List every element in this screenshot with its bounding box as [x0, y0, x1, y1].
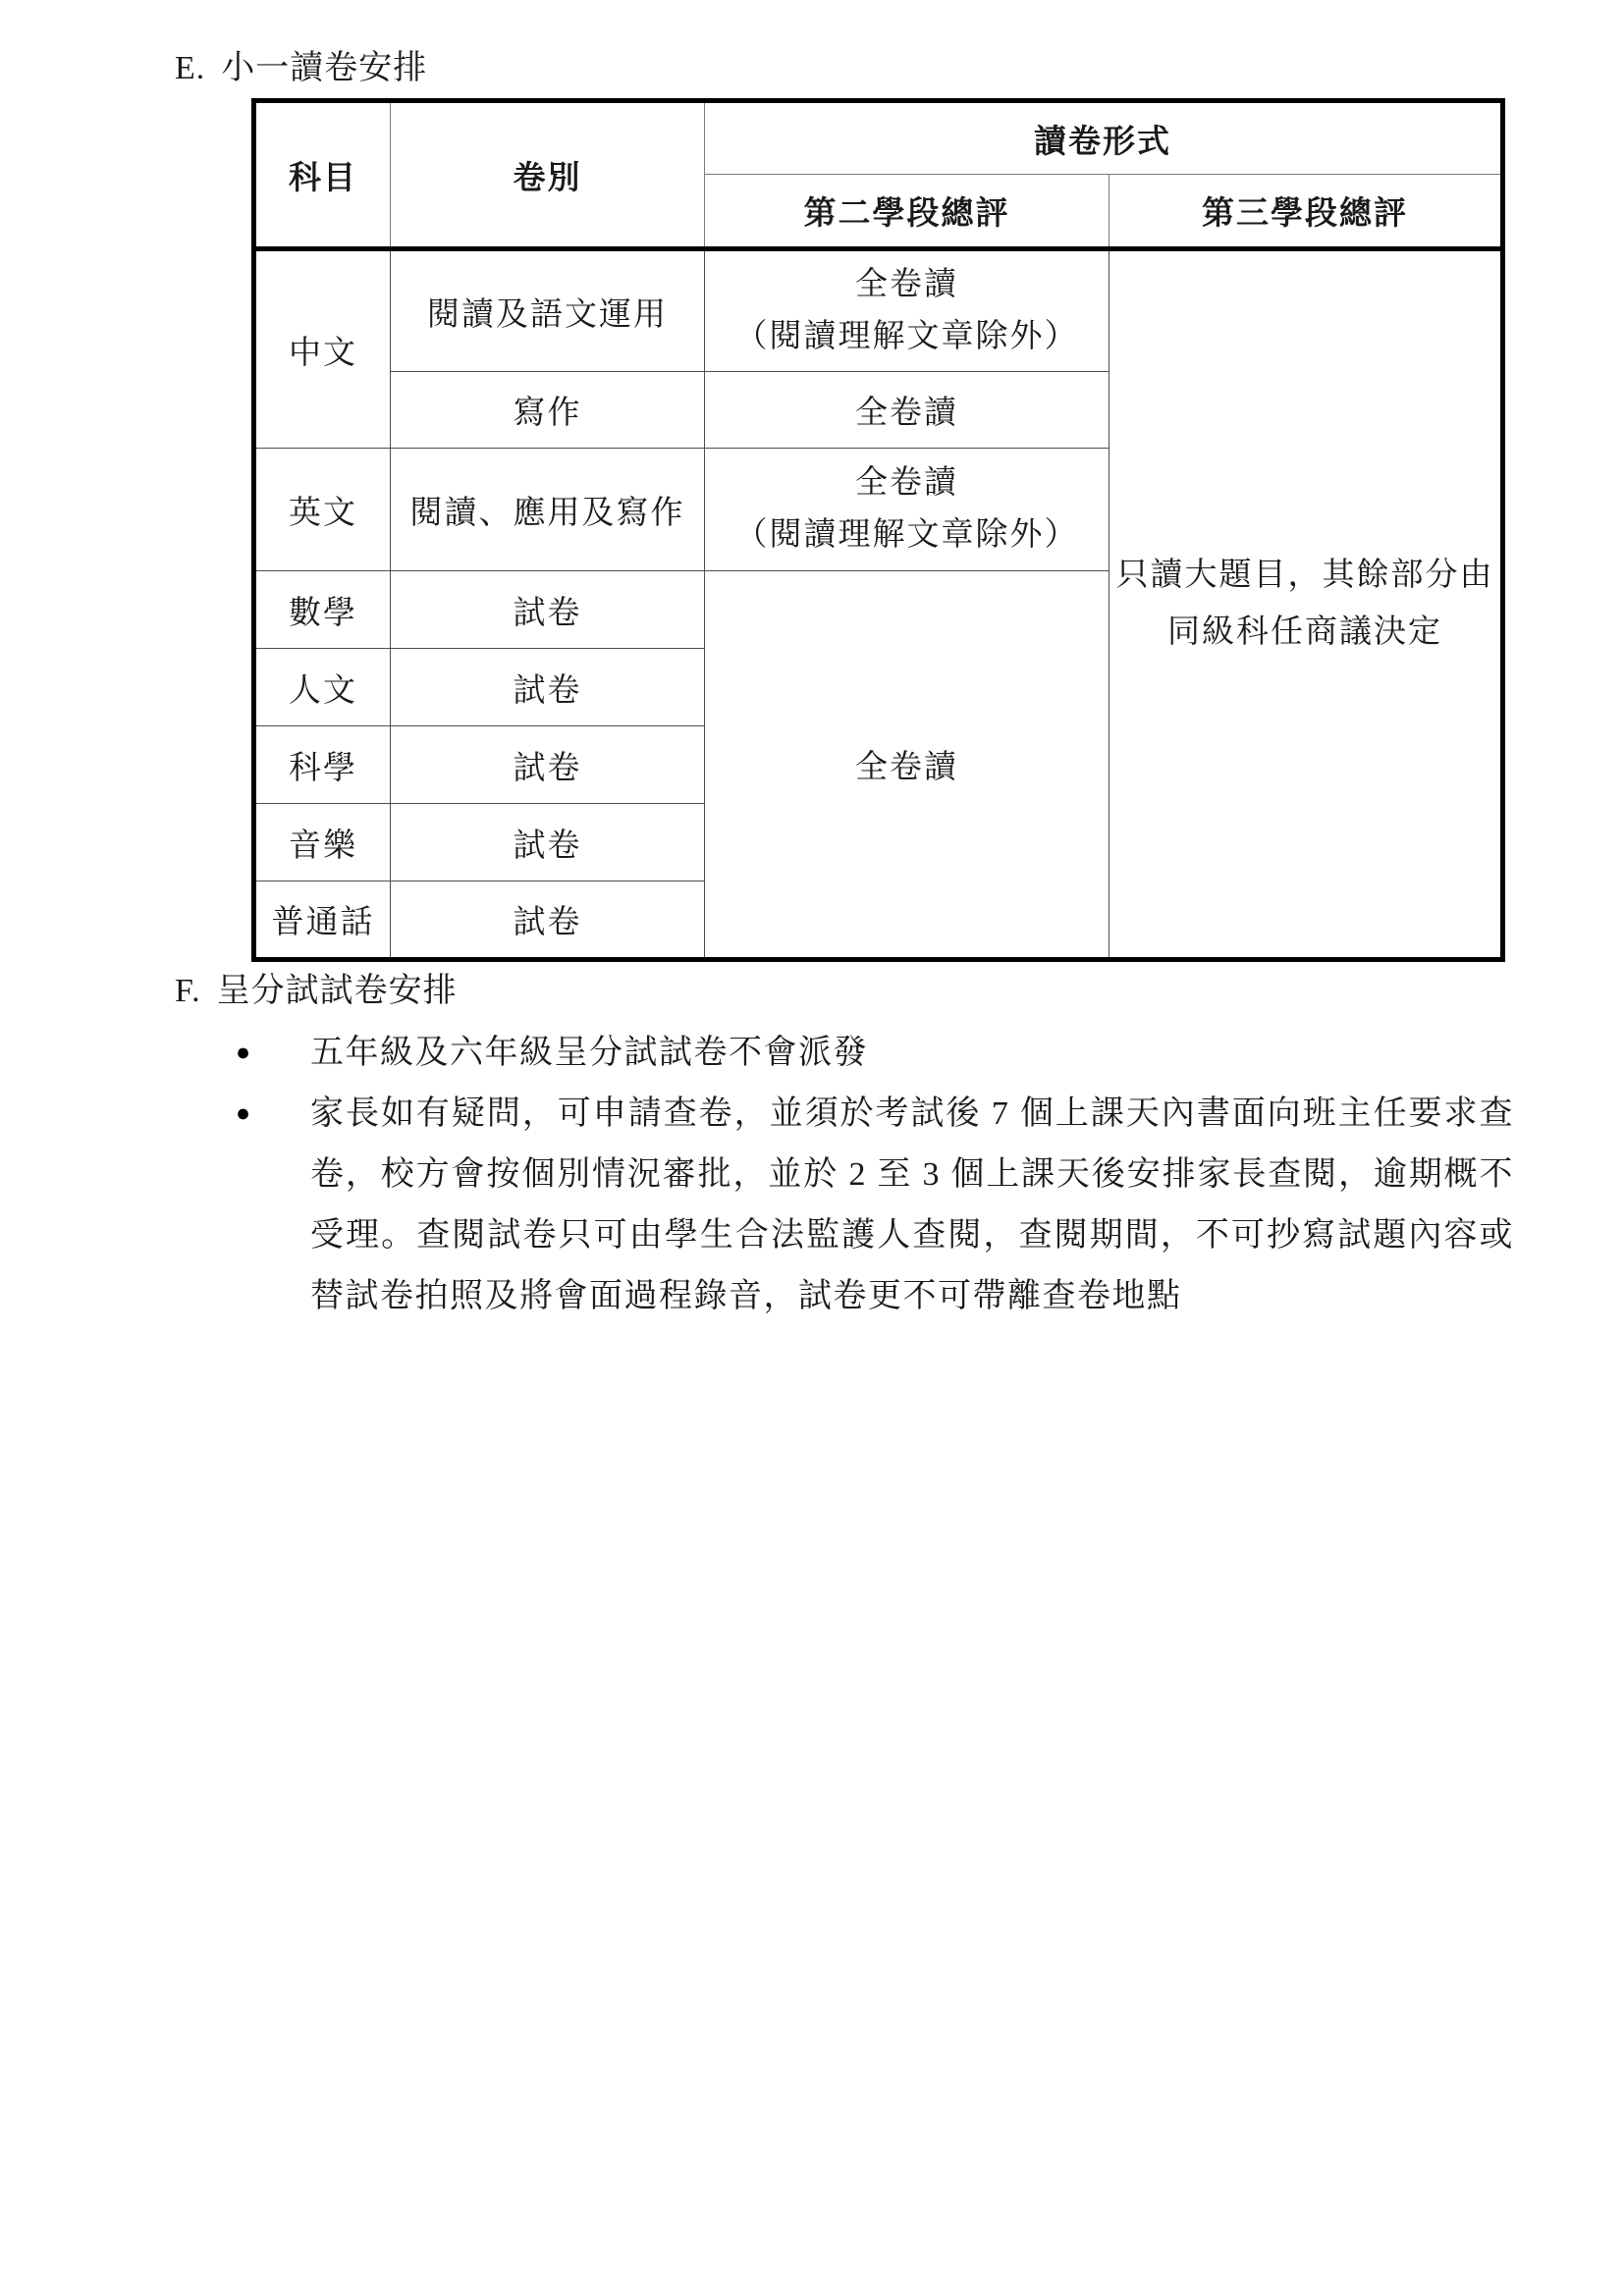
paper-cell: 閱讀及語文運用 [391, 249, 705, 372]
section-f-title: 呈分試試卷安排 [216, 973, 458, 1009]
format-line: （閱讀理解文章除外） [734, 517, 1079, 553]
subject-cell-putonghua: 普通話 [254, 881, 391, 960]
subject-cell-humanities: 人文 [254, 649, 391, 726]
paper-cell: 試卷 [391, 804, 705, 881]
paper-cell: 試卷 [391, 571, 705, 649]
section-e-heading [175, 47, 427, 90]
header-format: 讀卷形式 [705, 101, 1503, 175]
bullet-text: 家長如有疑問，可申請查卷，並須於考試後 7 個上課天內書面向班主任要求查卷，校方會按個別情況審批，並於 2 至 3 個上課天後安排家長查閱，逾期概不受理。查閱試卷只可由學生合法監護人查閱，查閱期間，不可抄寫試題內容或替試卷拍照及將會面過程錄音，試卷更不可帶離查卷地點 [310, 1095, 1514, 1314]
reading-arrangement-table [251, 98, 1505, 962]
section-f-label: F. [175, 973, 201, 1009]
paper-cell: 寫作 [391, 372, 705, 449]
format-line: 全卷讀 [855, 266, 958, 302]
paper-cell: 試卷 [391, 649, 705, 726]
paper-cell: 試卷 [391, 881, 705, 960]
bullet-text: 五年級及六年級呈分試試卷不會派發 [310, 1035, 868, 1071]
subject-cell-math: 數學 [254, 571, 391, 649]
section-e-title: 小一讀卷安排 [221, 50, 428, 86]
format-term2-cell [705, 249, 1110, 372]
format-term2-cell [705, 449, 1110, 571]
list-item [236, 1084, 1514, 1327]
subject-cell-science: 科學 [254, 726, 391, 804]
section-e-label: E. [175, 50, 206, 86]
format-line: 全卷讀 [855, 464, 958, 501]
subject-cell-english: 英文 [254, 449, 391, 571]
bullet-list [236, 1023, 1514, 1327]
bullet-icon: ● [236, 1040, 251, 1066]
paper-cell: 試卷 [391, 726, 705, 804]
header-paper: 卷別 [391, 101, 705, 249]
section-f-heading [175, 970, 1514, 1013]
subject-cell-chinese: 中文 [254, 249, 391, 449]
list-item [236, 1023, 1514, 1084]
header-term3: 第三學段總評 [1110, 175, 1503, 249]
header-term2: 第二學段總評 [705, 175, 1110, 249]
format-line: （閱讀理解文章除外） [734, 319, 1079, 354]
subject-cell-music: 音樂 [254, 804, 391, 881]
format-term2-merged-cell: 全卷讀 [705, 571, 1110, 960]
header-subject: 科目 [254, 101, 391, 249]
bullet-icon: ● [236, 1100, 251, 1127]
section-f [175, 970, 1514, 1327]
note-line: 同級科任商議決定 [1167, 614, 1442, 650]
note-line: 只讀大題目，其餘部分由 [1115, 557, 1494, 593]
paper-cell: 閱讀、應用及寫作 [391, 449, 705, 571]
format-term2-cell: 全卷讀 [705, 372, 1110, 449]
format-term3-note-cell [1110, 249, 1503, 960]
